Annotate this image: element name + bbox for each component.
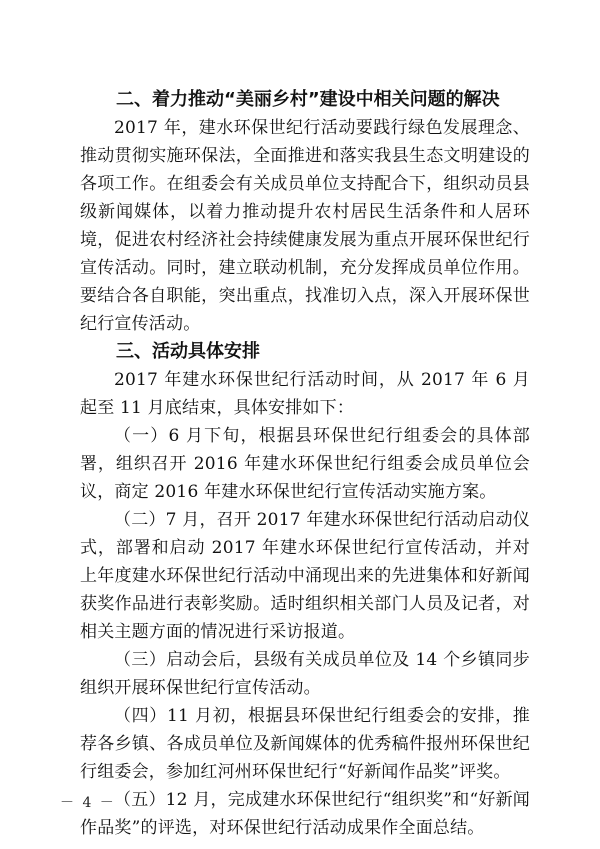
paragraph: 2017 年，建水环保世纪行活动要践行绿色发展理念、推动贯彻实施环保法，全面推进和落实我县生态文明建设的各项工作。在组委会有关成员单位支持配合下，组织动员县级新闻媒体，以着力推动提升农村居民生活条件和人居环境，促进农村经济社会持续健康发展为重点开展环保世纪行宣传活动。同时，建立联动机制，充分发挥成员单位作用。要结合各自职能，突出重点，找准切入点，深入开展环保世纪行宣传活动。 [80, 118, 530, 334]
paragraph: 2017 年建水环保世纪行活动时间，从 2017 年 6 月起至 11 月底结束，具体安排如下： [80, 370, 530, 418]
paragraph-item-3: （三）启动会后，县级有关成员单位及 14 个乡镇同步组织开展环保世纪行宣传活动。 [80, 650, 530, 698]
page-number: － 4 － [60, 795, 116, 811]
paragraph-item-5: （五）12 月，完成建水环保世纪行“组织奖”和“好新闻作品奖”的评选，对环保世纪行活动成果作全面总结。 [80, 790, 530, 838]
document-body [80, 86, 530, 842]
section-heading-3: 三、活动具体安排 [116, 341, 260, 362]
paragraph-item-4: （四）11 月初，根据县环保世纪行组委会的安排，推荐各乡镇、各成员单位及新闻媒体的优秀稿件报州环保世纪行组委会，参加红河州环保世纪行“好新闻作品奖”评奖。 [80, 706, 530, 782]
paragraph-item-1: （一）6 月下旬，根据县环保世纪行组委会的具体部署，组织召开 2016 年建水环保世纪行组委会成员单位会议，商定 2016 年建水环保世纪行宣传活动实施方案。 [80, 426, 530, 502]
paragraph-item-2: （二）7 月，召开 2017 年建水环保世纪行活动启动仪式，部署和启动 2017 年建水环保世纪行宣传活动，并对上年度建水环保世纪行活动中涌现出来的先进集体和好新闻获奖作品进行表彰奖励。适时组织相关部门人员及记者，对相关主题方面的情况进行采访报道。 [80, 510, 530, 642]
section-heading-2: 二、着力推动“美丽乡村”建设中相关问题的解决 [116, 89, 500, 110]
